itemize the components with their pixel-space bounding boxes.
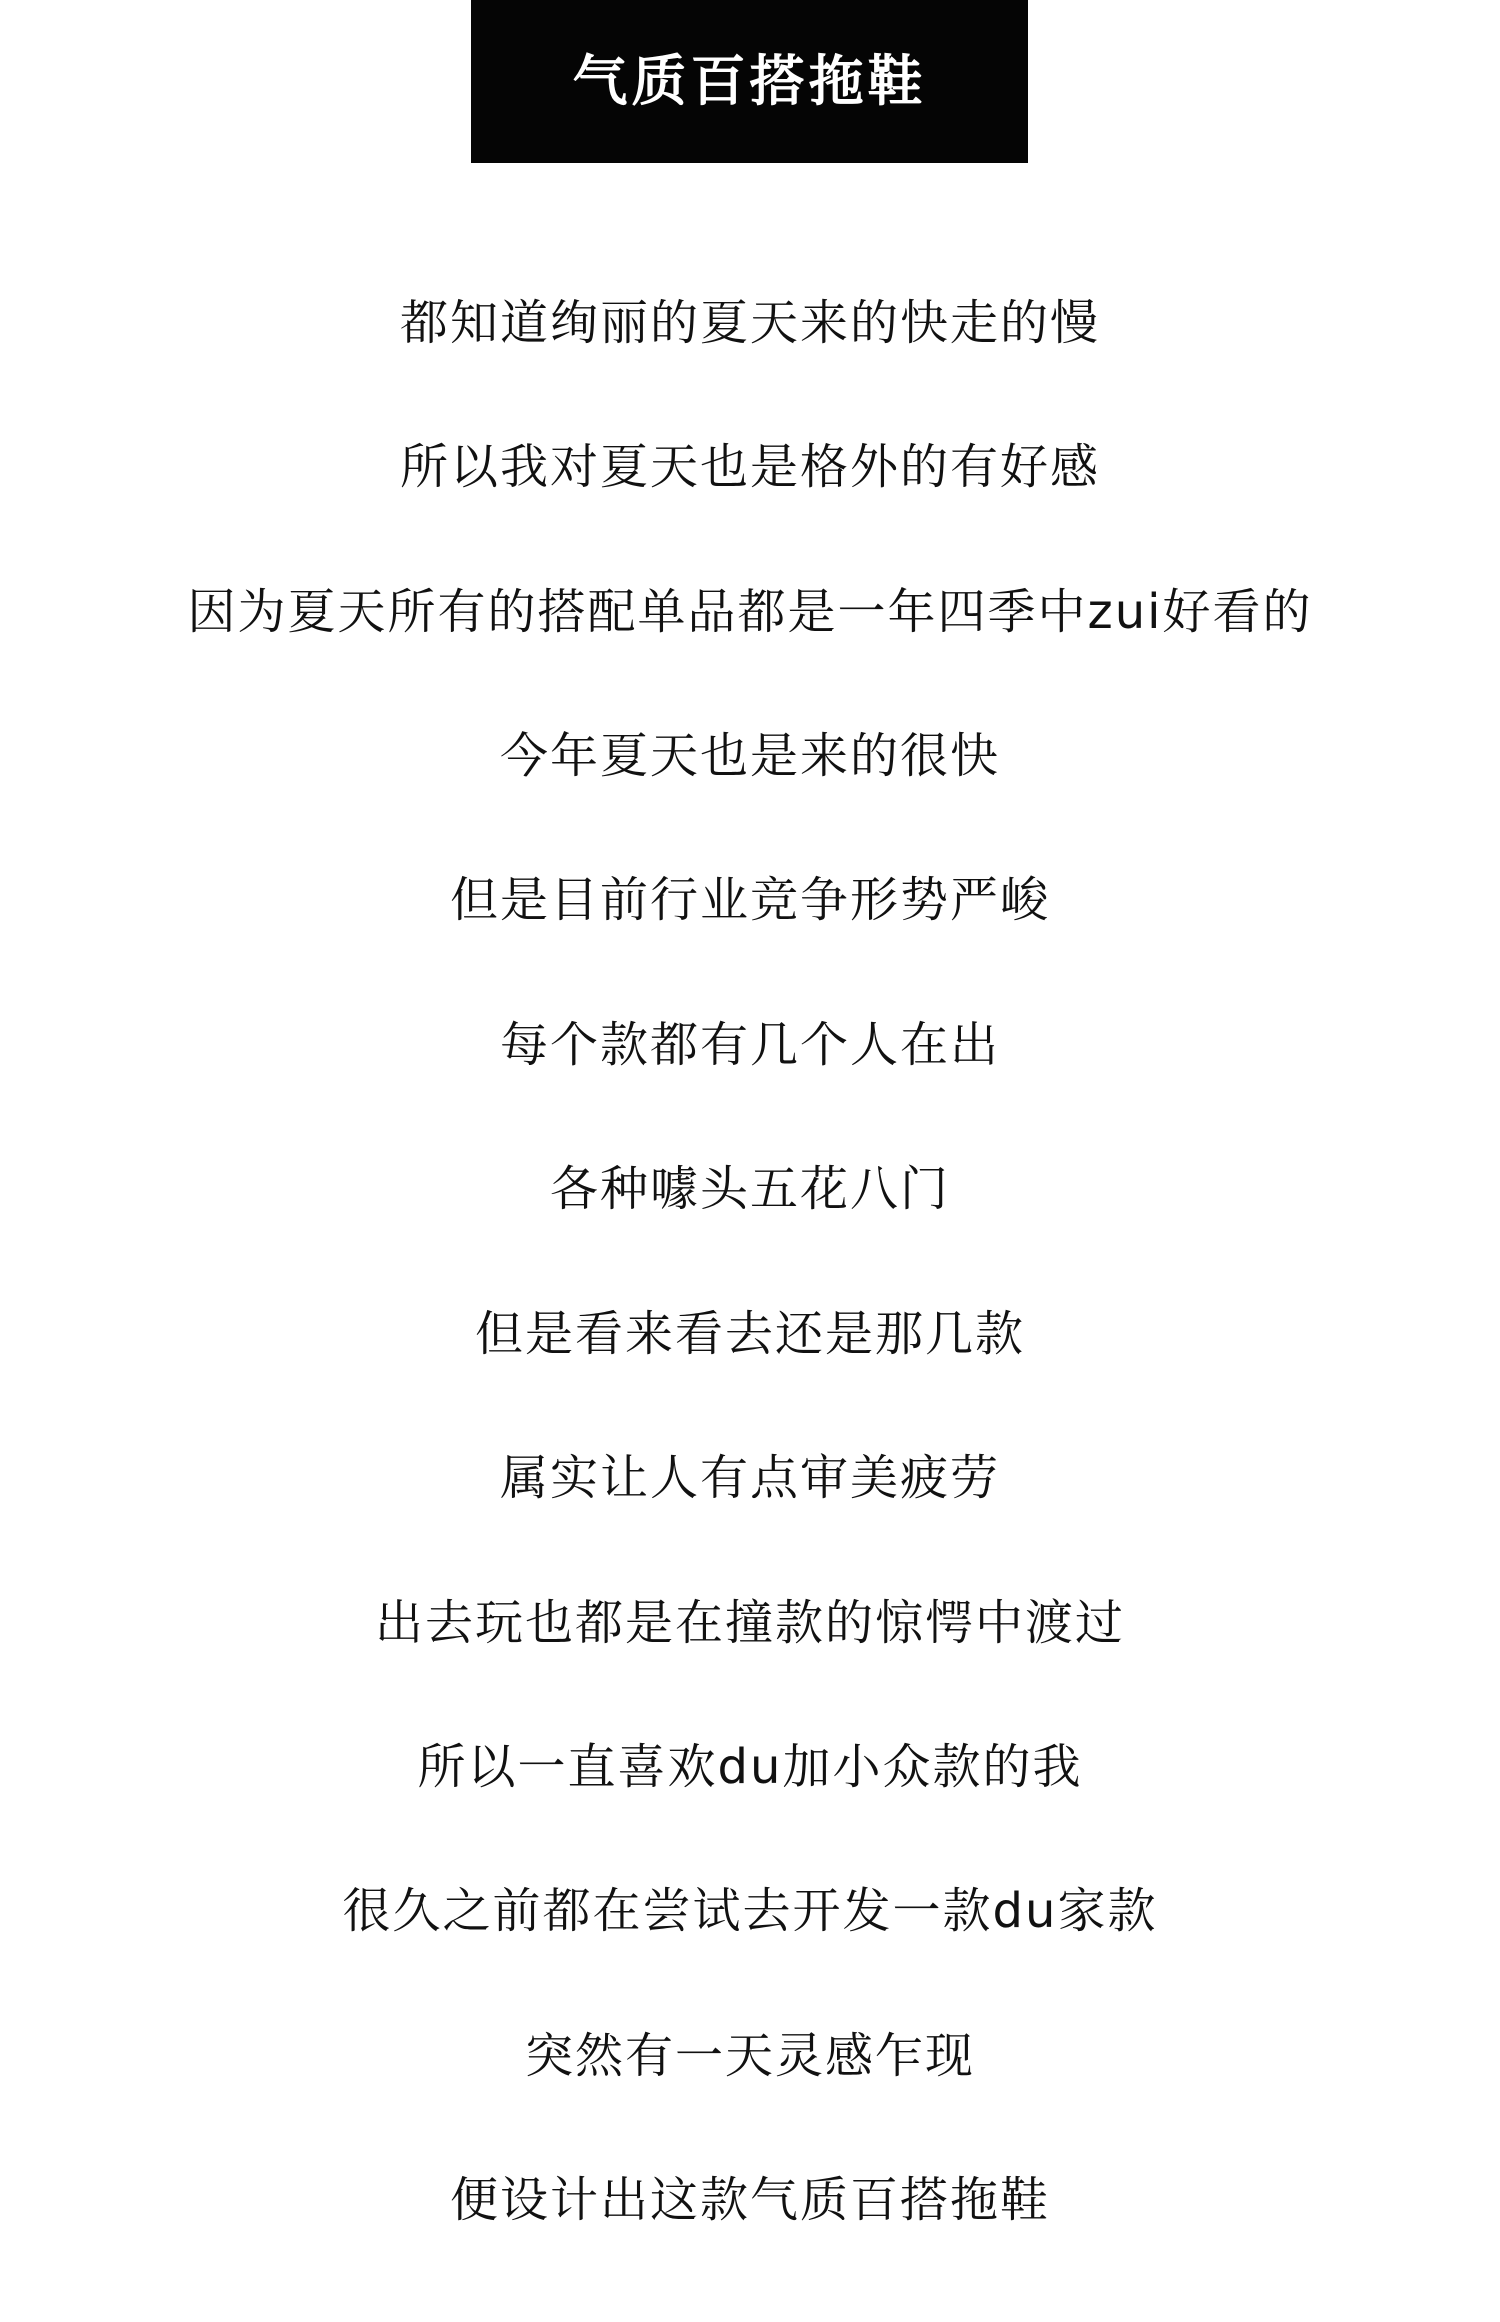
text-line-5: 但是目前行业竞争形势严峻 bbox=[449, 872, 1050, 928]
text-line-13: 突然有一天灵感乍现 bbox=[524, 2028, 975, 2084]
text-line-4: 今年夏天也是来的很快 bbox=[499, 728, 1000, 784]
text-line-11: 所以一直喜欢du加小众款的我 bbox=[417, 1739, 1083, 1795]
text-line-12: 很久之前都在尝试去开发一款du家款 bbox=[342, 1883, 1158, 1939]
text-line-3: 因为夏天所有的搭配单品都是一年四季中zui好看的 bbox=[187, 584, 1313, 640]
text-line-8: 但是看来看去还是那几款 bbox=[474, 1306, 1025, 1362]
text-line-14: 便设计出这款气质百搭拖鞋 bbox=[449, 2172, 1050, 2228]
text-line-6: 每个款都有几个人在出 bbox=[499, 1017, 1000, 1073]
page-title: 气质百搭拖鞋 bbox=[572, 49, 927, 113]
text-line-2: 所以我对夏天也是格外的有好感 bbox=[399, 439, 1100, 495]
text-line-9: 属实让人有点审美疲劳 bbox=[499, 1450, 1000, 1506]
text-line-1: 都知道绚丽的夏天来的快走的慢 bbox=[399, 295, 1100, 351]
text-line-10: 出去玩也都是在撞款的惊愕中渡过 bbox=[374, 1595, 1125, 1651]
text-line-7: 各种噱头五花八门 bbox=[549, 1161, 950, 1217]
